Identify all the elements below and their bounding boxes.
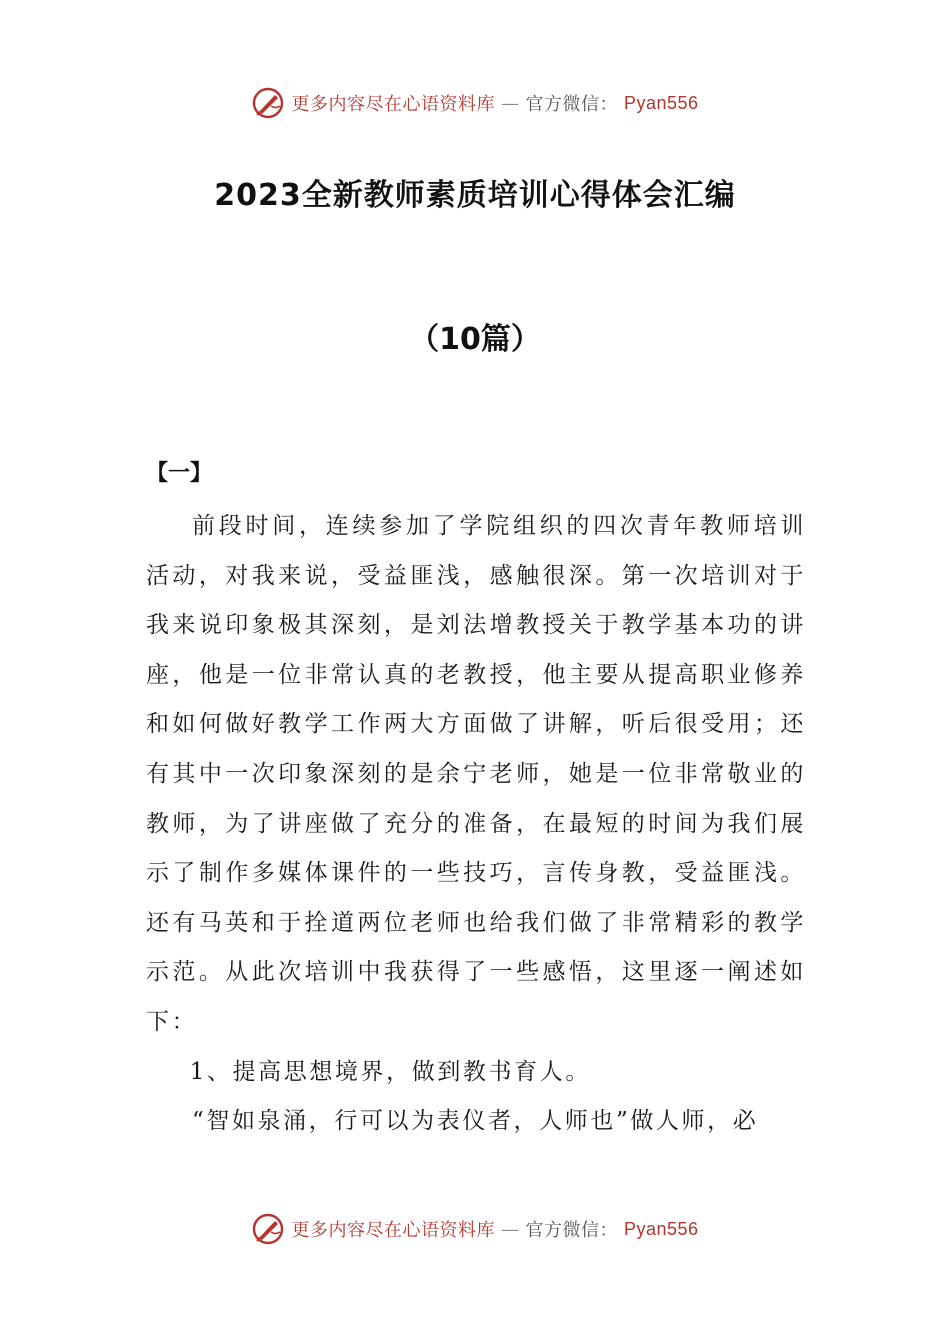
list-item: 1、提高思想境界，做到教书育人。 (189, 1058, 591, 1085)
banner-wechat-label: 官方微信： (525, 1220, 618, 1241)
paragraph: “智如泉涌，行可以为表仪者，人师也”做人师，必 (192, 1108, 759, 1135)
paragraph: 前段时间，连续参加了学院组织的四次青年教师培训活动，对我来说，受益匪浅，感触很深。第一次培训对于我来说印象极其深刻，是刘法增教授关于教学基本功的讲座，他是一位非常认真的老教授，他主要从提高职业修养和如何做好教学工作两大方面做了讲解，听后很受用；还有其中一次印象深刻的是余宁老师，她是一位非常敬业的教师，为了讲座做了充分的准备，在最短的时间为我们展示了制作多媒体课件的一些技巧，言传身教，受益匪浅。还有马英和于拴道两位老师也给我们做了非常精彩的教学示范。从此次培训中我获得了一些感悟，这里逐一阐述如下： (146, 513, 806, 1035)
body-text (146, 502, 806, 1147)
pen-quill-icon (251, 86, 285, 120)
header-banner (0, 86, 950, 120)
banner-wechat-label: 官方微信： (525, 94, 618, 115)
section-label: 【一】 (146, 461, 213, 486)
footer-banner (0, 1212, 950, 1246)
banner-wechat-id: Pyan556 (623, 1218, 699, 1239)
pen-quill-icon (251, 1212, 285, 1246)
banner-text: 更多内容尽在心语资料库 (291, 1220, 495, 1241)
banner-separator: — (500, 92, 520, 114)
banner-separator: — (500, 1218, 520, 1240)
document-title: 2023全新教师素质培训心得体会汇编 (214, 178, 736, 213)
banner-text: 更多内容尽在心语资料库 (291, 94, 495, 115)
document-subtitle: （10篇） (409, 322, 541, 357)
banner-wechat-id: Pyan556 (623, 92, 699, 113)
